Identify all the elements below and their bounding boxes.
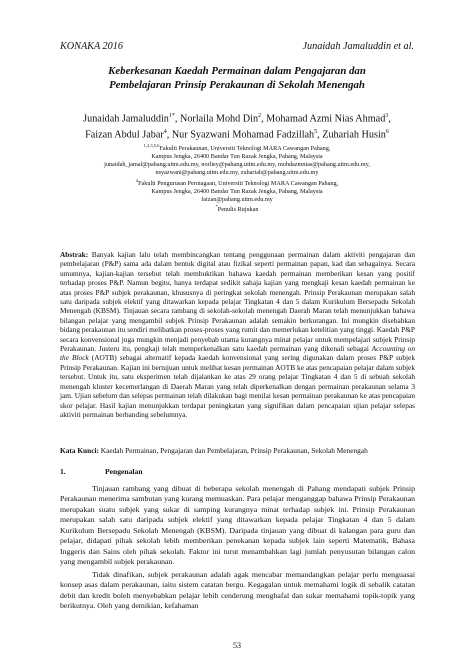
journal-name: KONAKA 2016 [60, 41, 123, 52]
affiliations [40, 142, 434, 214]
abstract [60, 250, 415, 419]
section-heading [60, 467, 143, 476]
author-name: Junaidah Jamaluddin [83, 113, 169, 125]
author-name: , Zuhariah Husin [317, 129, 386, 141]
paragraph: Tidak dinafikan, subjek perakaunan adalah agak mencabar memandangkan pelajar perlu menguasai konsep asas dalam perakaunan, iaitu sistem catatan bergu. Kegagalan untuk memahami logik di sebalik catatan debit dan kredit boleh menyebabkan pelajar lebih cenderung menghafal dan sukar memahami topik-topik yang berikutnya. Oleh yang demikian, kefahaman [60, 569, 415, 610]
author-name: , Nur Syazwani Mohamad Fadzillah [166, 129, 315, 141]
keywords-label: Kata Kunci: [60, 446, 99, 455]
paragraph: Tinjauan rambang yang dibuat di beberapa sekolah menengah di Pahang mendapati subjek Prinsip Perakaunan menerima sambutan yang kurang memuaskan. Para pelajar menganggap bahawa Prinsip Perakaunan merupakan suatu subjek yang sukar di samping kurangnya minat terhadap subjek ini. Prinsip Perakaunan merupakan salah satu daripada subjek elektif yang ditawarkan kepada pelajar Tingkatan 4 dan 5 dalam Kurikulum Bersepadu Sekolah Menengah (KBSM). Daripada tinjauan yang dibuat di kalangan para guru dan pelajar, didapati pihak sekolah lebih memberikan penekanan kepada subjek lain seperti Matematik, Bahasa Inggeris dan Sains oleh pihak sekolah. Faktor ini turut menambahkan lagi jumlah penyusutan bilangan calon yang mengambil subjek perakaunan. [60, 484, 415, 567]
author-sup: 5 [314, 128, 318, 135]
corresponding-note: *Penulis Rujukan [215, 204, 259, 214]
affiliation-sup: 1,2,3,5,6 [143, 143, 160, 148]
author-line-1 [40, 110, 434, 126]
author-name: , Norlaila Mohd Din [174, 113, 259, 125]
author-list [40, 110, 434, 142]
keywords [60, 446, 415, 455]
email-line: nsyazwani@pahang.uitm.edu.my, zuhariah@pahang.uitm.edu.my [155, 168, 319, 176]
author-sup: 2 [258, 113, 262, 119]
author-line-2 [40, 126, 434, 142]
title-line-2: Pembelajaran Prinsip Perakaunan di Sekolah Menengah [109, 79, 365, 91]
author-sep: , [388, 113, 391, 125]
author-sup: 1* [168, 113, 175, 119]
abstract-emphasis: Accounting on the Block [60, 344, 415, 363]
affiliation-line: $^4$Fakulti Pengurusan Perniagaan, Universiti Teknologi MARA Cawangan Pahang, [135, 177, 339, 187]
affiliation-line: Kampus Jengka, 26400 Bandar Tun Razak Jengka, Pahang, Malaysia [151, 187, 323, 195]
abstract-text: Banyak kajian lalu telah membincangkan tentang penggunaan permainan dalam aktiviti pengajaran dan pembelajaran (P&P) sama ada dalam bentuk digital atau fizikal seperti permainan papan, kad dan sebagainya. Secara umumnya, kajian-kajian tersebut telah membuktikan bahawa kaedah permainan memberikan kesan yang positif terhadap proses P&P. Namun begitu, hanya terdapat sedikit sahaja kajian yang mengkaji kesan kaedah permainan ke atas proses P&P subjek perakaunan, khususnya di peringkat sekolah menengah. Prinsip Perakaunan merupakan salah satu daripada subjek elektif yang ditawarkan kepada pelajar Tingkatan 4 dan 5 dalam Kurikulum Bersepadu Sekolah Menengah (KBSM). Tinjauan secara rambang di sekolah-sekolah menengah Daerah Maran telah menunjukkan bahawa bilangan pelajar yang mengambil subjek Prinsip Perakaunan adalah semakin berkurangan. Ini mungkin disebabkan bidang perakaunan itu sendiri melibatkan proses-proses yang rumit dan memerlukan ketelitian yang tinggi. Kaedah P&P secara konvensional juga mungkin menjadi penyebab utama kurangnya minat pelajar untuk mempelajari subjek Prinsip Perakaunan. Justeru itu, pengkaji telah memperkenalkan satu kaedah permainan yang dikenali sebagai [60, 250, 415, 354]
page-number: 53 [233, 641, 241, 650]
abstract-label: Abstrak: [60, 250, 89, 259]
email-line: junaidah_jamal@pahang.uitm.edu.my, norliey@pahang.uitm.edu.my, mohdazmnias@pahang.uitm.edu.my, [104, 160, 370, 168]
author-sup: 4 [163, 128, 167, 135]
running-author: Junaidah Jamaluddin et al. [302, 41, 414, 52]
author-sup: 3 [385, 113, 389, 119]
affiliation-sup: 4 [135, 177, 139, 183]
author-name: , Mohamad Azmi Nias Ahmad [261, 113, 386, 125]
title-line-1: Keberkesanan Kaedah Permainan dalam Pengajaran dan [108, 65, 366, 77]
section-title: Pengenalan [105, 467, 143, 476]
affiliation-line: $^{1,2,3,5,6}$Fakulti Perakaunan, Universiti Teknologi MARA Cawangan Pahang, [143, 143, 331, 153]
keywords-text: Kaedah Permainan, Pengajaran dan Pembelajaran, Prinsip Perakaunan, Sekolah Menengah [98, 446, 368, 455]
affiliation-line: Kampus Jengka, 26400 Bandar Tun Razak Jengka, Pahang, Malaysia [151, 152, 323, 160]
paper-title [40, 64, 434, 92]
abstract-text: (AOTB) sebagai alternatif kepada kaedah konvensional yang sering digunakan dalam proses P&P subjek Prinsip Perakaunan. Kajian ini bertujuan untuk melihat kesan permainan AOTB ke atas pencapaian pelajar dalam subjek tersebut. Untuk itu, satu eksperimen telah dijalankan ke atas 29 orang pelajar Tingkatan 4 dan 5 di sebuah sekolah menengah kluster kecemerlangan di Daerah Maran yang telah diperkenalkan dengan permainan perakaunan selama 3 jam. Ujian sebelum dan selepas permainan telah dilakukan bagi menilai kesan permainan perakaunan ke atas pencapaian skor pelajar. Hasil kajian menunjukkan terdapat peningkatan yang signifikan dalam pencapaian ujian pelajar selepas aktiviti permainan berbanding sebelumnya. [60, 353, 415, 419]
author-sup: 6 [385, 128, 389, 135]
author-name: Faizan Abdul Jabar [85, 129, 164, 141]
email-line: faizan@pahang.uitm.edu.my [201, 195, 273, 203]
body-text [60, 484, 415, 611]
affiliation-sup: * [215, 204, 218, 210]
section-number: 1. [60, 467, 66, 476]
